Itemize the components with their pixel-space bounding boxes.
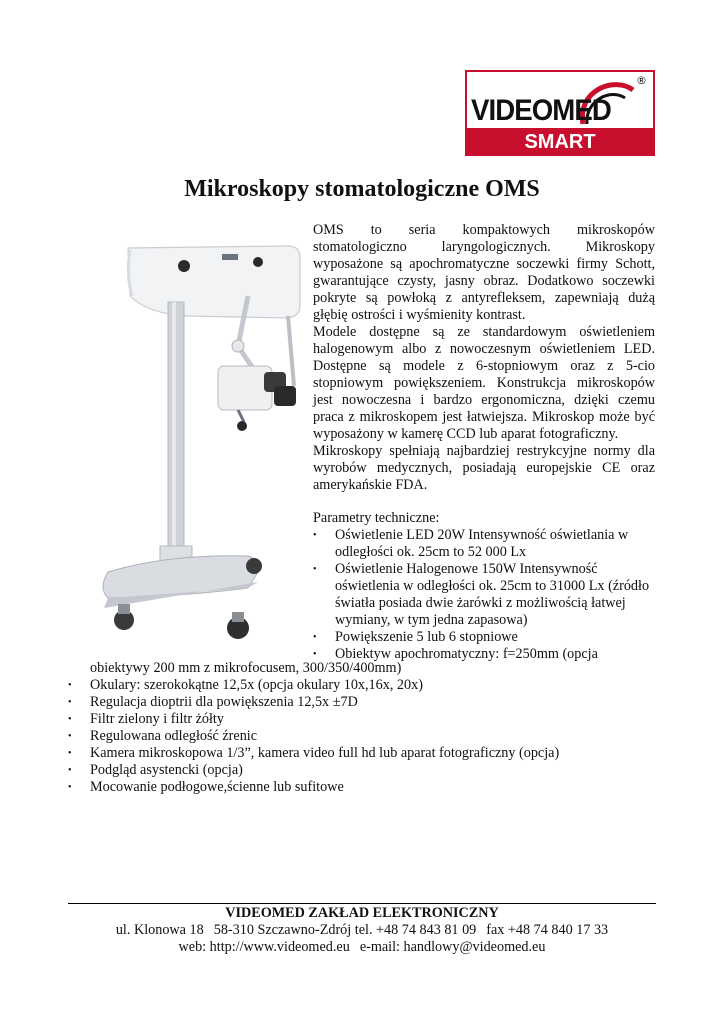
bullet-icon: •	[313, 530, 317, 541]
bullet-icon: •	[313, 564, 317, 575]
footer-address: ul. Klonowa 18	[115, 922, 204, 938]
description-paragraph: Mikroskopy spełniają najbardziej restrykcyjne normy dla wyrobów medycznych, posiadają europejskie CE oraz amerykańskie FDA.	[313, 443, 655, 493]
bullet-icon: •	[68, 748, 72, 759]
footer-fax: fax +48 74 840 17 33	[486, 922, 609, 938]
logo-tagline: SMART SOLUTIONS	[465, 128, 655, 156]
description-paragraph: Modele dostępne są ze standardowym oświetleniem halogenowym albo z nowoczesnym oświetleniem LED. Dostępne są modele z 6-stopniowym oraz z 5-cio stopniowym powiększeniem. Konstrukcja mikroskopów jest nowoczesna i bardzo ergonomiczna, dzięki czemu praca z mikroskopem jest łatwiejsza. Mikroskop może być wyposażony w kamerę CCD lub aparat fotograficzny.	[313, 324, 655, 442]
list-continuation: obiektywy 200 mm z mikrofocusem, 300/350/400mm)	[90, 660, 402, 676]
list-item: • Oświetlenie Halogenowe 150W Intensywność oświetlenia w odległości ok. 25cm to 31000 Lx (źródło światła posiada dwie żarówki z możliwością łatwej wymiany, w tym jedna zapasowa)	[313, 561, 650, 628]
params-list-right	[313, 527, 665, 663]
params-heading: Parametry techniczne:	[313, 510, 440, 526]
description	[313, 222, 655, 494]
footer-web-link[interactable]: web: http://www.videomed.eu	[178, 939, 350, 955]
microscope-image	[88, 236, 308, 648]
description-paragraph: OMS to seria kompaktowych mikroskopów stomatologiczno laryngologicznych. Mikroskopy wyposażone są apochromatyczne soczewki firmy Schott, gwarantujące czysty, jasny obraz. Dodatkowo soczewki pokryte są powłoką z antyrefleksem, zapewniają dużą głębię ostrości i wyśmienity kontrast.	[313, 222, 655, 323]
bullet-icon: •	[313, 632, 317, 643]
bullet-icon: •	[68, 765, 72, 776]
logo-frame	[465, 70, 655, 128]
bullet-icon: •	[68, 714, 72, 725]
logo-word: VIDEOMED	[471, 94, 611, 127]
bullet-icon: •	[68, 782, 72, 793]
company-logo	[465, 70, 655, 181]
bullet-icon: •	[68, 680, 72, 691]
list-item: • Okulary: szerokokątne 12,5x (opcja okulary 10x,16x, 20x)	[68, 677, 423, 693]
bullet-icon: •	[68, 731, 72, 742]
page-title: Mikroskopy stomatologiczne OMS	[184, 176, 540, 202]
list-item: • Kamera mikroskopowa 1/3”, kamera video full hd lub aparat fotograficzny (opcja)	[68, 745, 560, 761]
registered-mark: ®	[636, 74, 647, 87]
footer	[0, 905, 724, 956]
list-item: • Powiększenie 5 lub 6 stopniowe	[313, 629, 518, 645]
footer-company: VIDEOMED ZAKŁAD ELEKTRONICZNY	[225, 905, 499, 921]
footer-contact-line	[0, 939, 724, 956]
params-list-full	[68, 677, 690, 796]
list-item: • Filtr zielony i filtr żółty	[68, 711, 224, 727]
bullet-icon: •	[68, 697, 72, 708]
list-item: • Mocowanie podłogowe,ścienne lub sufitowe	[68, 779, 344, 795]
footer-email-link[interactable]: e-mail: handlowy@videomed.eu	[359, 939, 546, 955]
list-item: • Regulowana odległość źrenic	[68, 728, 258, 744]
footer-divider	[68, 903, 656, 904]
list-item: • Obiektyw apochromatyczny: f=250mm (opcja	[313, 646, 598, 662]
list-item: • Podgląd asystencki (opcja)	[68, 762, 243, 778]
bullet-icon: •	[313, 649, 317, 660]
footer-address-line	[0, 922, 724, 939]
list-item: • Oświetlenie LED 20W Intensywność oświetlania w odległości ok. 25cm to 52 000 Lx	[313, 527, 629, 560]
footer-city-phone: 58-310 Szczawno-Zdrój tel. +48 74 843 81 09	[213, 922, 477, 938]
list-item: • Regulacja dioptrii dla powiększenia 12,5x ±7D	[68, 694, 358, 710]
